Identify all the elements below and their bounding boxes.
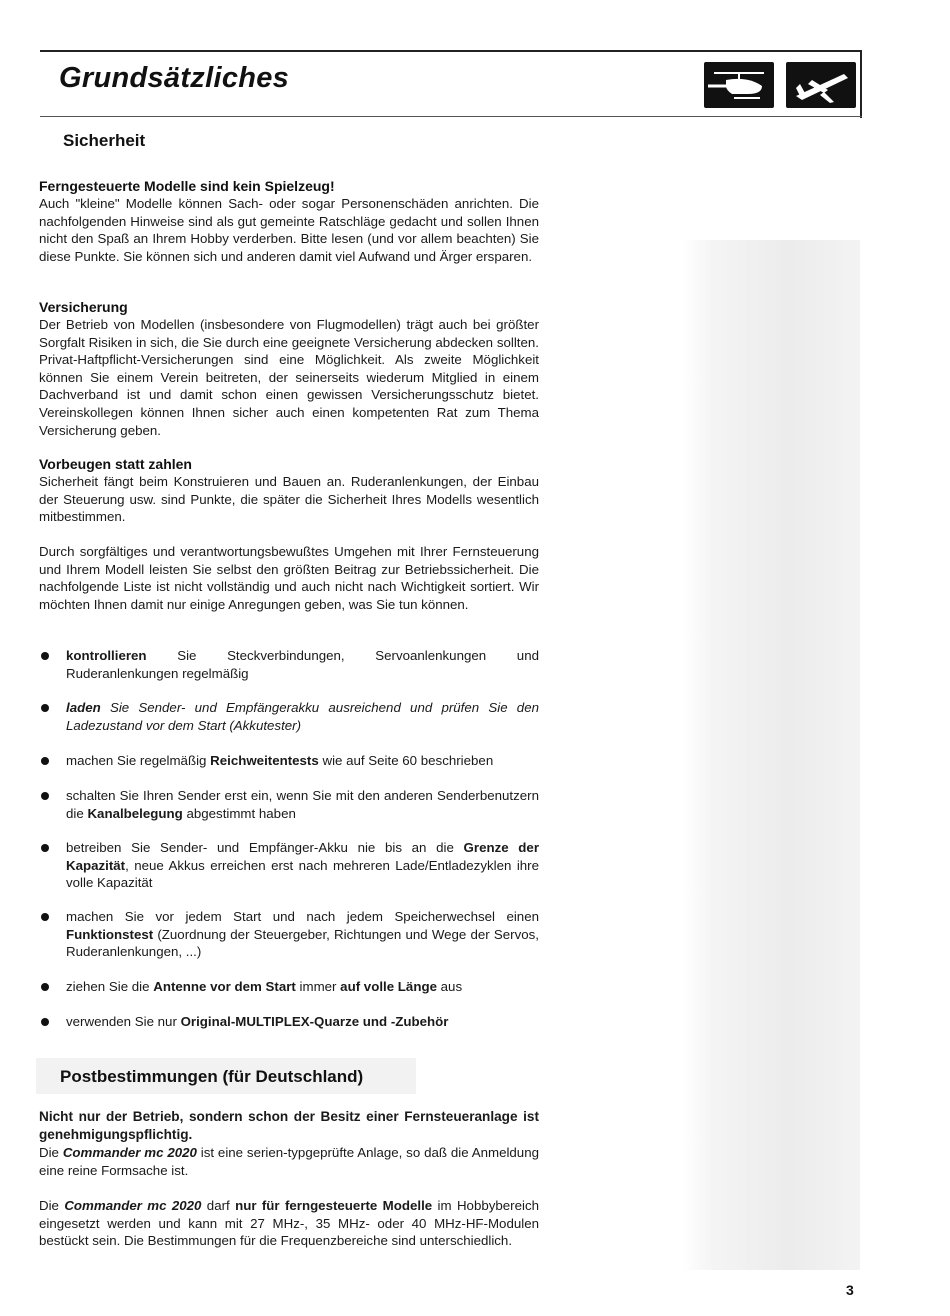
section-title-sicherheit: Sicherheit: [63, 131, 146, 150]
bullet-icon: [41, 844, 49, 852]
list-item: ziehen Sie die Antenne vor dem Start immer auf volle Länge aus: [41, 978, 539, 996]
paragraph-vorbeugen: Sicherheit fängt beim Konstruieren und Bauen an. Ruderanlenkungen, der Einbau der Steuerung usw. sind Punkte, die später die Sicherheit Ihres Modells wesentlich mitbestimmen.: [39, 474, 539, 525]
subheading-spielzeug: Ferngesteuerte Modelle sind kein Spielzeug!: [39, 178, 335, 194]
bullet-icon: [41, 704, 49, 712]
paragraph-anmeldung: Die Commander mc 2020 ist eine serien-typgeprüfte Anlage, so daß die Anmeldung eine reine Formsache ist.: [39, 1145, 539, 1178]
list-item: laden Sie Sender- und Empfängerakku ausreichend und prüfen Sie den Ladezustand vor dem Start (Akkutester): [41, 699, 539, 734]
bullet-icon: [41, 983, 49, 991]
paragraph-intro: Durch sorgfältiges und verantwortungsbewußtes Umgehen mit Ihrer Fernsteuerung und Ihrem Modell leisten Sie selbst den größten Beitrag zur Betriebssicherheit. Die nachfolgende Liste ist nicht vollständig und auch nicht nach Wichtigkeit sortiert. Wir möchten Ihnen damit nur einige Anregungen geben, was Sie tun können.: [39, 544, 539, 612]
list-item: betreiben Sie Sender- und Empfänger-Akku nie bis an die Grenze der Kapazität, neue Akkus erreichen erst nach mehreren Lade/Entladezyklen ihre volle Kapazität: [41, 839, 539, 892]
bullet-icon: [41, 757, 49, 765]
paragraph-versicherung: Der Betrieb von Modellen (insbesondere von Flugmodellen) trägt auch bei größter Sorgfalt Risiken in sich, die Sie durch eine geeignete Versicherung abdecken sollten. Privat-Haftpflicht-Versicherungen sind eine Möglichkeit. Als zweite Möglichkeit können Sie einem Verein beitreten, der seinerseits wiederum Mitglied in einem Dachverband ist und damit schon einen gewissen Versicherungsschutz bietet. Vereinskollegen können Ihnen sicher auch einen kompetenten Rat zum Thema Versicherung geben.: [39, 317, 539, 438]
paragraph-spielzeug: Auch "kleine" Modelle können Sach- oder sogar Personenschäden anrichten. Die nachfolgenden Hinweise sind als gut gemeinte Ratschläge gedacht und sollen Ihnen nicht den Spaß an Ihrem Hobby verderben. Bitte lesen (und vor allem beachten) Sie diese Punkte. Sie können sich und anderen damit viel Aufwand und Ärger ersparen.: [39, 196, 539, 264]
bullet-icon: [41, 792, 49, 800]
list-item: verwenden Sie nur Original-MULTIPLEX-Quarze und -Zubehör: [41, 1013, 539, 1031]
bullet-icon: [41, 913, 49, 921]
page-title: Grundsätzliches: [59, 62, 290, 94]
list-item: machen Sie vor jedem Start und nach jedem Speicherwechsel einen Funktionstest (Zuordnung der Steuergeber, Richtungen und Wege der Servos, Ruderanlenkungen, ...): [41, 908, 539, 961]
page-number: 3: [846, 1282, 854, 1298]
bullet-icon: [41, 652, 49, 660]
list-item: machen Sie regelmäßig Reichweitentests wie auf Seite 60 beschrieben: [41, 752, 539, 770]
list-item: schalten Sie Ihren Sender erst ein, wenn Sie mit den anderen Senderbenutzern die Kanalbelegung abgestimmt haben: [41, 787, 539, 822]
subheading-vorbeugen: Vorbeugen statt zahlen: [39, 456, 192, 472]
section-title-postbestimmungen: Postbestimmungen (für Deutschland): [60, 1067, 364, 1086]
paragraph-einsatz: Die Commander mc 2020 darf nur für ferngesteuerte Modelle im Hobbybereich eingesetzt werden und kann mit 27 MHz-, 35 MHz- oder 40 MHz-HF-Modulen bestückt sein. Die Bestimmungen für die Frequenzbereiche sind unterschiedlich.: [39, 1198, 539, 1249]
list-item: kontrollieren Sie Steckverbindungen, Servoanlenkungen und Ruderanlenkungen regelmäßig: [41, 647, 539, 682]
header-rule-bottom: [40, 116, 862, 117]
header-rule-top: [40, 50, 862, 52]
page-shading: [682, 240, 860, 1270]
bullet-icon: [41, 1018, 49, 1026]
paragraph-lead: Nicht nur der Betrieb, sondern schon der Besitz einer Fernsteueranlage ist genehmigungspflichtig.: [39, 1109, 539, 1142]
airplane-icon: [786, 62, 856, 108]
header-rule-right: [860, 50, 862, 118]
helicopter-icon: [704, 62, 774, 108]
subheading-versicherung: Versicherung: [39, 299, 128, 315]
